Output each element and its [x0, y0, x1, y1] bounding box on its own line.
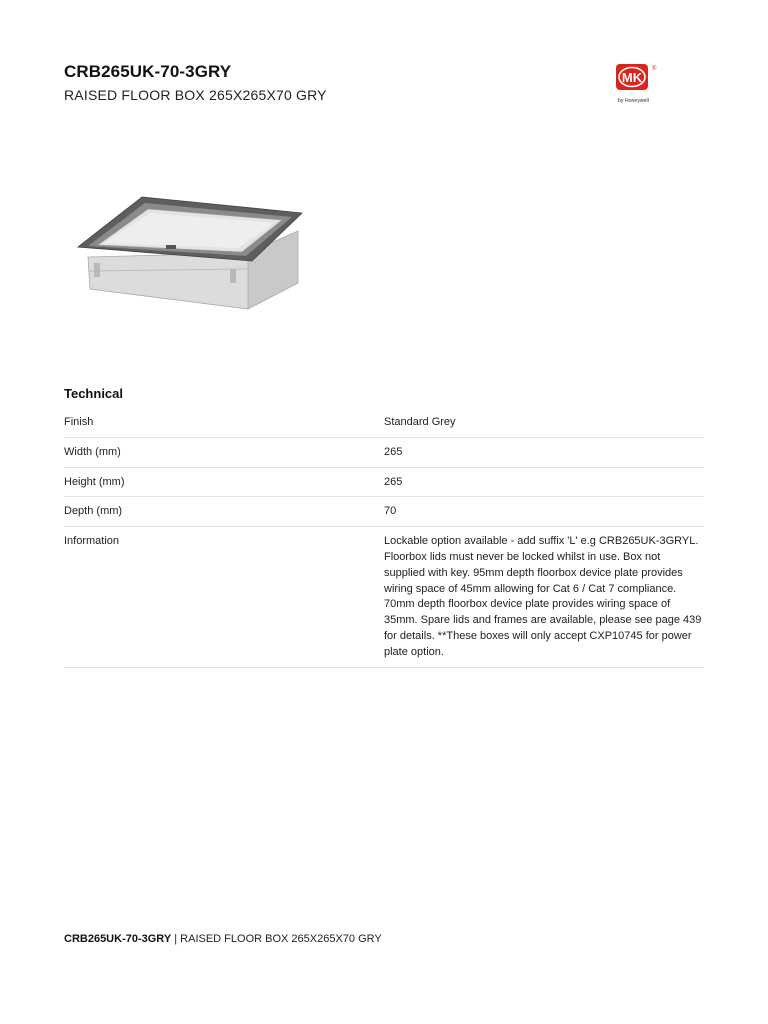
spec-value-finish: Standard Grey [384, 408, 704, 437]
footer-description: RAISED FLOOR BOX 265X265X70 GRY [180, 933, 382, 945]
spec-label-width: Width (mm) [64, 437, 384, 467]
registered-mark: ® [652, 66, 657, 72]
logo-text: MK [621, 70, 643, 85]
spec-label-height: Height (mm) [64, 467, 384, 497]
spec-value-information: Lockable option available - add suffix 'L' e.g CRB265UK-3GRYL. Floorbox lids must never be locked whilst in use. Box not supplied with key. 95mm depth floorbox device plate provides wiring space of 45mm allowing for Cat 6 / Cat 7 compliance. 70mm depth floorbox device plate provides wiring space of 35mm. Spare lids and frames are available, please see page 439 for details. **These boxes will only accept CXP10745 for power plate option. [384, 527, 704, 667]
spec-value-depth: 70 [384, 497, 704, 527]
product-code: CRB265UK-70-3GRY [64, 62, 232, 81]
footer [64, 933, 382, 945]
spec-value-height: 265 [384, 467, 704, 497]
spec-label-information: Information [64, 527, 384, 667]
table-row [64, 408, 704, 437]
raised-floor-box-image [70, 185, 310, 325]
footer-separator: | [171, 933, 181, 945]
table-row [64, 467, 704, 497]
mk-logo [612, 60, 668, 108]
logo-subtext: by Honeywell [618, 98, 649, 104]
spec-value-width: 265 [384, 437, 704, 467]
footer-product-code: CRB265UK-70-3GRY [64, 933, 172, 945]
spec-label-finish: Finish [64, 408, 384, 437]
table-row [64, 437, 704, 467]
table-row [64, 527, 704, 667]
product-description: RAISED FLOOR BOX 265X265X70 GRY [64, 87, 327, 103]
spec-label-depth: Depth (mm) [64, 497, 384, 527]
technical-section-title: Technical [64, 386, 124, 401]
technical-spec-table [64, 408, 704, 668]
table-row [64, 497, 704, 527]
